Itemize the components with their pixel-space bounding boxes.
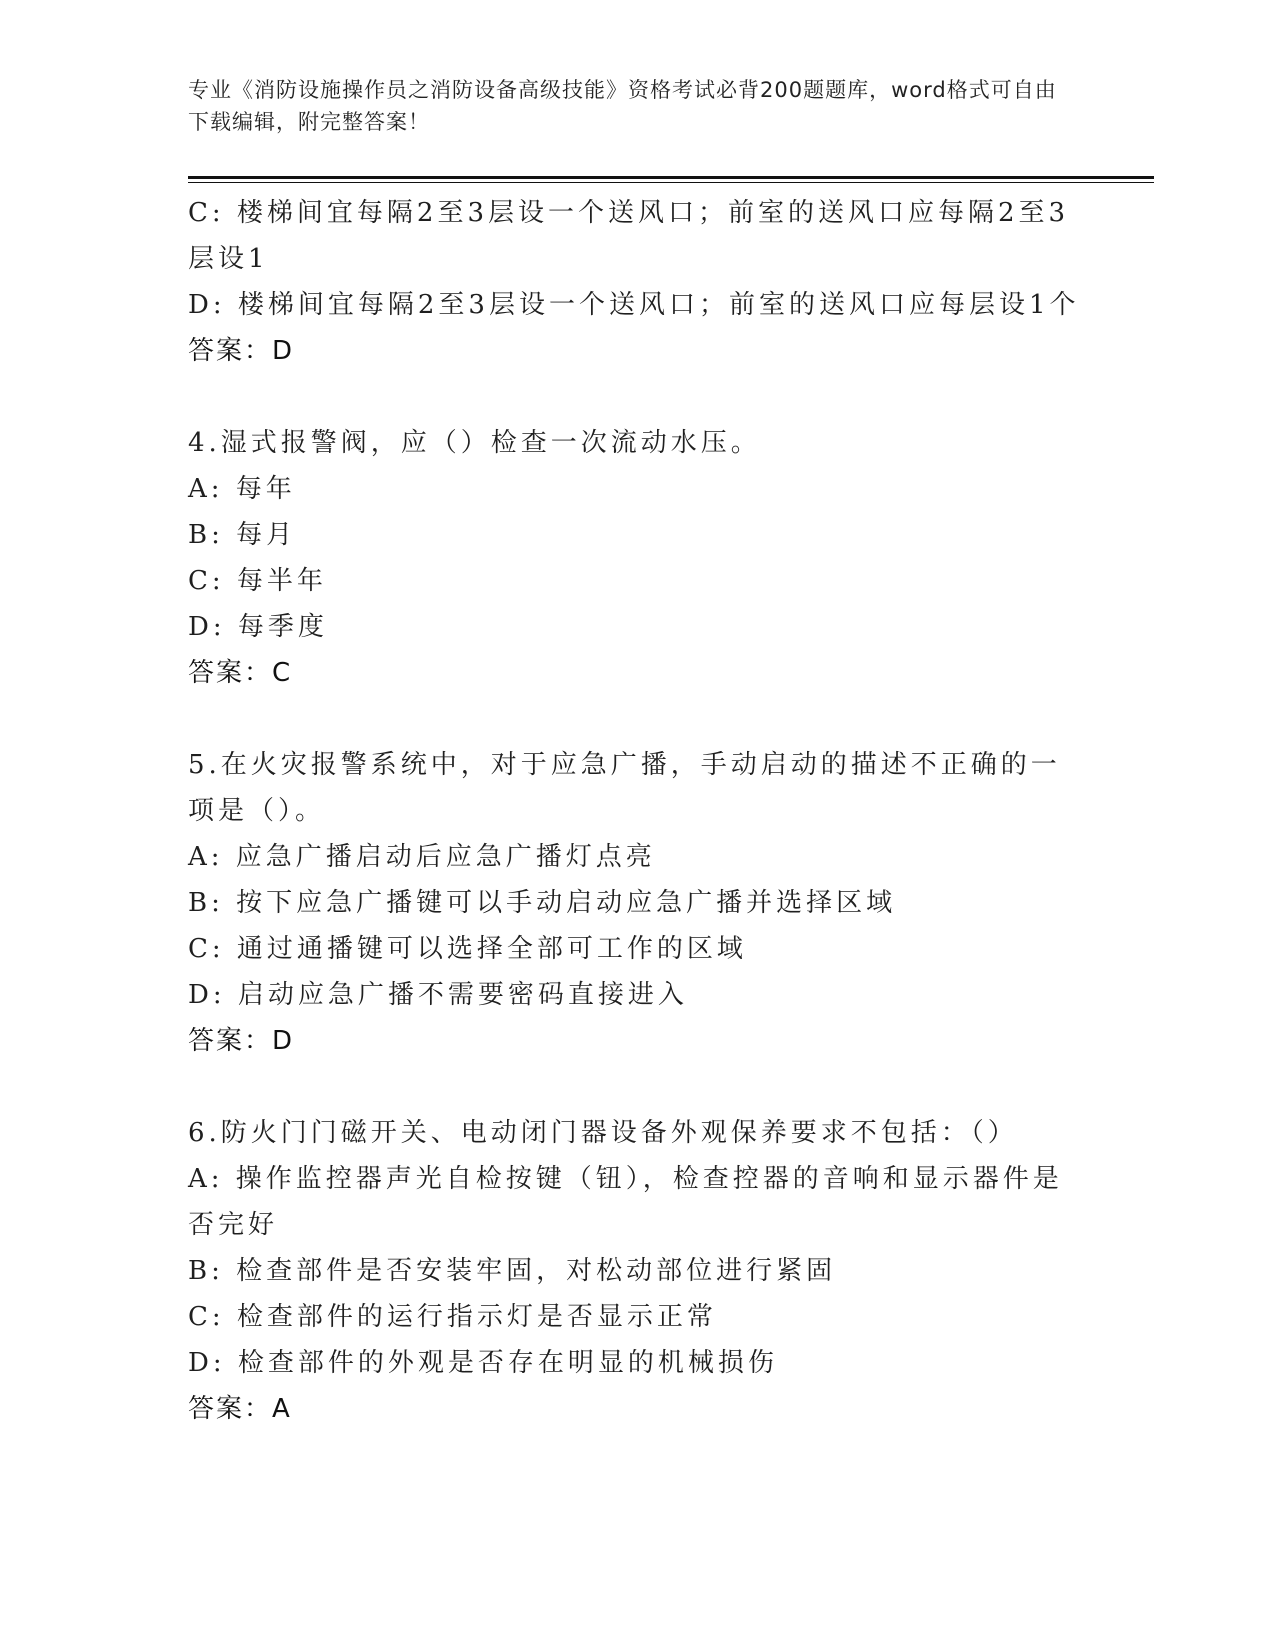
option-d: D: 每季度 [188,612,328,642]
question-stem: 6.防火门门磁开关、电动闭门器设备外观保养要求不包括：（） [188,1118,1018,1148]
option-c: C: 每半年 [188,566,327,596]
spacer [188,1064,1088,1110]
document-header: 专业《消防设施操作员之消防设备高级技能》资格考试必背200题题库，word格式可自由下载编辑，附完整答案！ [188,78,1057,134]
answer-line: 答案：A [188,1394,292,1424]
option-b: B: 检查部件是否安装牢固，对松动部位进行紧固 [188,1256,837,1286]
option-a: A: 操作监控器声光自检按键（钮），检查控器的音响和显示器件是否完好 [188,1164,1063,1240]
question-4 [188,420,1088,696]
spacer [188,374,1088,420]
question-3-tail [188,190,1088,374]
option-a: A: 应急广播启动后应急广播灯点亮 [188,842,656,872]
question-list [188,190,1088,1432]
answer-line: 答案：D [188,336,295,366]
option-d: D: 启动应急广播不需要密码直接进入 [188,980,688,1010]
header-rule-thin [188,182,1154,183]
option-c: C: 楼梯间宜每隔2至3层设一个送风口；前室的送风口应每隔2至3层设1 [188,198,1070,274]
option-c: C: 通过通播键可以选择全部可工作的区域 [188,934,747,964]
question-5 [188,742,1088,1064]
answer-line: 答案：D [188,1026,295,1056]
option-a: A: 每年 [188,474,296,504]
option-d: D: 楼梯间宜每隔2至3层设一个送风口；前室的送风口应每层设1个 [188,290,1080,320]
option-d: D: 检查部件的外观是否存在明显的机械损伤 [188,1348,778,1378]
header-rule-thick [188,176,1154,179]
question-stem: 4.湿式报警阀，应（）检查一次流动水压。 [188,428,761,458]
answer-line: 答案：C [188,658,293,688]
question-stem: 5.在火灾报警系统中，对于应急广播，手动启动的描述不正确的一项是（）。 [188,750,1061,826]
option-b: B: 每月 [188,520,297,550]
question-6 [188,1110,1088,1432]
spacer [188,696,1088,742]
option-b: B: 按下应急广播键可以手动启动应急广播并选择区域 [188,888,897,918]
option-c: C: 检查部件的运行指示灯是否显示正常 [188,1302,717,1332]
